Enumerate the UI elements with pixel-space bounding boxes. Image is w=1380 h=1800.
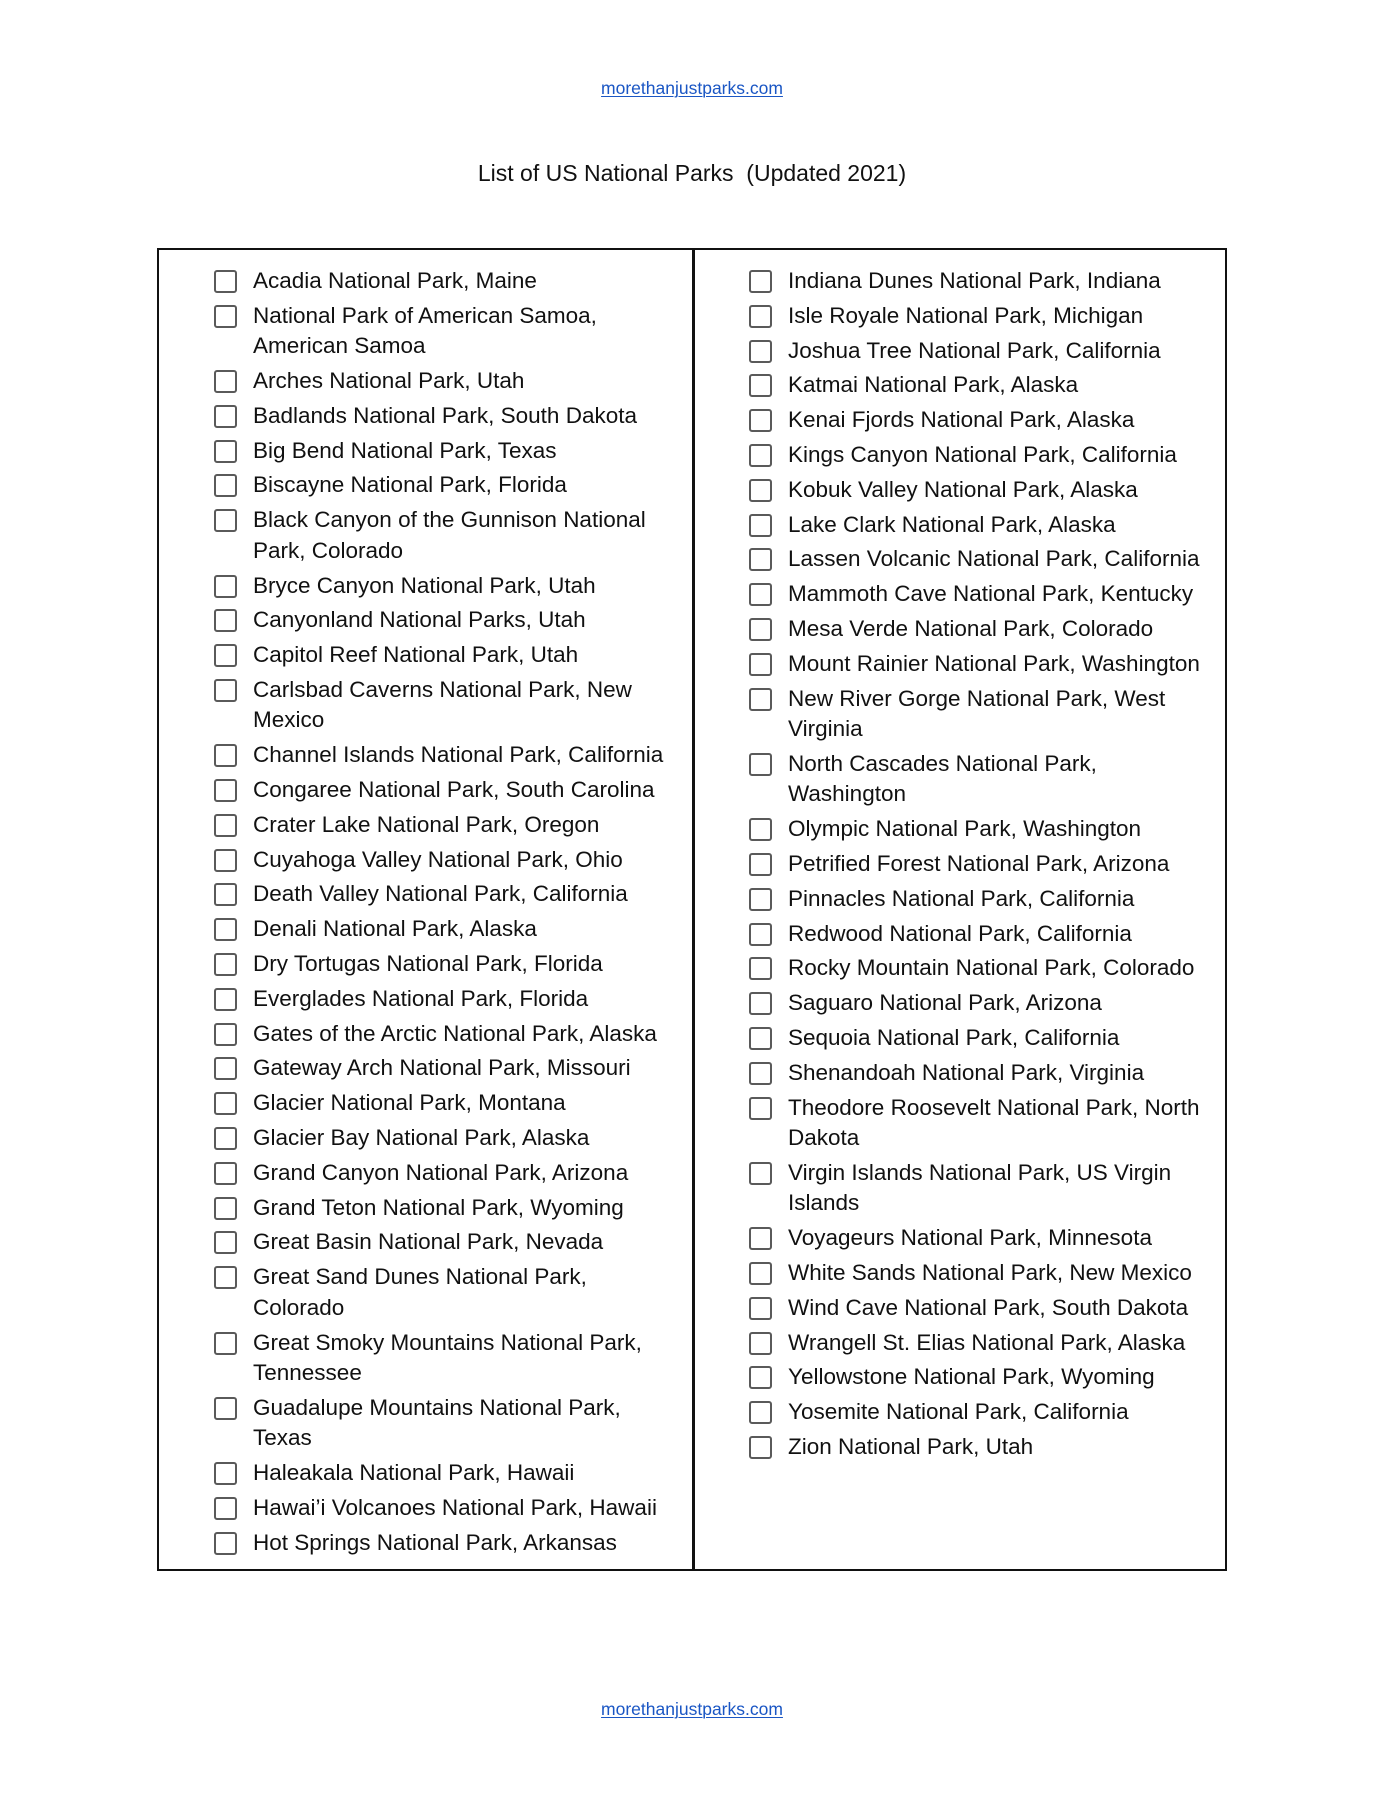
park-label: Lake Clark National Park, Alaska	[788, 511, 1116, 537]
park-label: Wind Cave National Park, South Dakota	[788, 1294, 1189, 1320]
park-label: Olympic National Park, Washington	[788, 816, 1142, 842]
park-label: Biscayne National Park, Florida	[253, 472, 567, 498]
park-label: Everglades National Park, Florida	[253, 985, 589, 1011]
checkbox-icon[interactable]	[214, 918, 237, 941]
checklist-item	[214, 266, 684, 297]
park-label: Mammoth Cave National Park, Kentucky	[788, 581, 1194, 607]
checkbox-icon[interactable]	[749, 1162, 772, 1185]
park-label: Pinnacles National Park, California	[788, 885, 1135, 911]
checklist-item	[749, 1362, 1219, 1393]
park-label: Channel Islands National Park, California	[253, 742, 664, 768]
park-label: Gates of the Arctic National Park, Alaska	[253, 1020, 657, 1046]
checkbox-icon[interactable]	[214, 1332, 237, 1355]
checkbox-icon[interactable]	[749, 688, 772, 711]
park-label: Crater Lake National Park, Oregon	[253, 811, 600, 837]
checkbox-icon[interactable]	[214, 440, 237, 463]
park-label: Grand Teton National Park, Wyoming	[253, 1194, 624, 1220]
park-label: Great Sand Dunes National Park, Colorado	[253, 1264, 587, 1320]
checklist-item	[749, 475, 1219, 506]
checkbox-icon[interactable]	[749, 479, 772, 502]
park-label: National Park of American Samoa, American Samoa	[253, 302, 597, 359]
checklist-item	[749, 1258, 1219, 1289]
checkbox-icon[interactable]	[214, 779, 237, 802]
park-label: Haleakala National Park, Hawaii	[253, 1460, 575, 1486]
checklist-item	[749, 849, 1219, 880]
checkbox-icon[interactable]	[749, 853, 772, 876]
checkbox-icon[interactable]	[749, 818, 772, 841]
checklist-item	[214, 1193, 684, 1224]
park-label: Virgin Islands National Park, US Virgin Islands	[788, 1159, 1172, 1216]
checklist-item	[214, 1528, 684, 1559]
park-label: Kobuk Valley National Park, Alaska	[788, 476, 1138, 502]
checkbox-icon[interactable]	[749, 618, 772, 641]
park-label: Saguaro National Park, Arizona	[788, 990, 1102, 1016]
park-label: Yosemite National Park, California	[788, 1399, 1129, 1425]
checklist-item	[214, 505, 684, 566]
checklist-item	[214, 1088, 684, 1119]
park-label: Big Bend National Park, Texas	[253, 437, 557, 463]
park-label: Great Basin National Park, Nevada	[253, 1229, 604, 1255]
checkbox-icon[interactable]	[214, 1266, 237, 1289]
checklist-item	[214, 879, 684, 910]
park-label: North Cascades National Park, Washington	[788, 750, 1097, 807]
park-label: Lassen Volcanic National Park, California	[788, 546, 1200, 572]
checklist-item	[214, 740, 684, 771]
checklist-item	[214, 1053, 684, 1084]
checkbox-icon[interactable]	[214, 1397, 237, 1420]
checklist-item	[749, 953, 1219, 984]
checklist-item	[749, 266, 1219, 297]
park-label: Zion National Park, Utah	[788, 1433, 1034, 1459]
checklist-item	[214, 1019, 684, 1050]
checkbox-icon[interactable]	[214, 1231, 237, 1254]
checklist-item	[214, 775, 684, 806]
checklist-item	[214, 1393, 684, 1454]
checklist-item	[214, 1123, 684, 1154]
checklist-item	[214, 810, 684, 841]
checkbox-icon[interactable]	[749, 1027, 772, 1050]
checkbox-icon[interactable]	[749, 653, 772, 676]
checkbox-icon[interactable]	[214, 1532, 237, 1555]
checklist-item	[749, 1432, 1219, 1463]
checkbox-icon[interactable]	[749, 514, 772, 537]
park-label: Denali National Park, Alaska	[253, 916, 537, 942]
checkbox-icon[interactable]	[214, 679, 237, 702]
checklist-item	[749, 919, 1219, 950]
park-label: Hawai’i Volcanoes National Park, Hawaii	[253, 1494, 657, 1520]
park-label: Guadalupe Mountains National Park, Texas	[253, 1394, 621, 1451]
checklist-item	[214, 470, 684, 501]
checkbox-icon[interactable]	[749, 374, 772, 397]
checkbox-icon[interactable]	[749, 1366, 772, 1389]
checkbox-icon[interactable]	[214, 953, 237, 976]
park-label: Yellowstone National Park, Wyoming	[788, 1364, 1155, 1390]
checkbox-icon[interactable]	[214, 575, 237, 598]
park-label: Acadia National Park, Maine	[253, 268, 537, 293]
checkbox-icon[interactable]	[214, 1023, 237, 1046]
checkbox-icon[interactable]	[214, 609, 237, 632]
checklist-item	[749, 510, 1219, 541]
column-divider	[692, 248, 695, 1571]
park-label: Redwood National Park, California	[788, 920, 1132, 946]
checklist-column-right	[749, 266, 1219, 1467]
checkbox-icon[interactable]	[214, 1127, 237, 1150]
park-label: Death Valley National Park, California	[253, 881, 628, 907]
checklist-item	[214, 1227, 684, 1258]
checklist-item	[214, 1458, 684, 1489]
park-label: Mount Rainier National Park, Washington	[788, 650, 1200, 676]
checkbox-icon[interactable]	[214, 1092, 237, 1115]
checklist-item	[749, 336, 1219, 367]
checklist-item	[749, 1058, 1219, 1089]
checklist-item	[749, 814, 1219, 845]
checkbox-icon[interactable]	[214, 744, 237, 767]
checkbox-icon[interactable]	[749, 992, 772, 1015]
checkbox-icon[interactable]	[749, 923, 772, 946]
checkbox-icon[interactable]	[749, 753, 772, 776]
checkbox-icon[interactable]	[214, 1497, 237, 1520]
checkbox-icon[interactable]	[214, 1462, 237, 1485]
checklist-item	[749, 684, 1219, 745]
checkbox-icon[interactable]	[214, 405, 237, 428]
checklist-item	[214, 640, 684, 671]
checklist-item	[214, 1262, 684, 1323]
checkbox-icon[interactable]	[749, 957, 772, 980]
park-label: Bryce Canyon National Park, Utah	[253, 572, 596, 598]
checklist-item	[214, 401, 684, 432]
park-label: White Sands National Park, New Mexico	[788, 1259, 1192, 1285]
checkbox-icon[interactable]	[214, 305, 237, 328]
checklist-item	[214, 984, 684, 1015]
checklist-item	[749, 988, 1219, 1019]
checklist-item	[749, 1293, 1219, 1324]
checklist-item	[749, 1023, 1219, 1054]
park-label: Hot Springs National Park, Arkansas	[253, 1529, 617, 1555]
checklist-item	[749, 649, 1219, 680]
checklist-item	[749, 1223, 1219, 1254]
checkbox-icon[interactable]	[749, 1332, 772, 1355]
checklist-item	[214, 366, 684, 397]
checklist-item	[749, 1093, 1219, 1154]
checkbox-icon[interactable]	[749, 548, 772, 571]
park-label: Isle Royale National Park, Michigan	[788, 302, 1144, 328]
checkbox-icon[interactable]	[749, 340, 772, 363]
park-label: Glacier Bay National Park, Alaska	[253, 1125, 590, 1151]
checkbox-icon[interactable]	[214, 644, 237, 667]
park-label: Dry Tortugas National Park, Florida	[253, 951, 603, 977]
park-label: Mesa Verde National Park, Colorado	[788, 615, 1154, 641]
park-label: Petrified Forest National Park, Arizona	[788, 850, 1170, 876]
checklist-item	[749, 370, 1219, 401]
park-label: Rocky Mountain National Park, Colorado	[788, 955, 1195, 981]
checklist-item	[214, 949, 684, 980]
site-link-footer[interactable]: morethanjustparks.com	[601, 1699, 783, 1719]
checkbox-icon[interactable]	[749, 270, 772, 293]
park-label: Wrangell St. Elias National Park, Alaska	[788, 1329, 1186, 1355]
park-label: Carlsbad Caverns National Park, New Mexico	[253, 676, 632, 733]
checkbox-icon[interactable]	[749, 305, 772, 328]
park-label: Katmai National Park, Alaska	[788, 372, 1079, 398]
page-title: List of US National Parks (Updated 2021)	[477, 160, 907, 186]
checklist-item	[214, 571, 684, 602]
checkbox-icon[interactable]	[214, 474, 237, 497]
park-label: New River Gorge National Park, West Virginia	[788, 685, 1166, 742]
checklist-item	[749, 579, 1219, 610]
park-label: Gateway Arch National Park, Missouri	[253, 1055, 631, 1081]
checklist-item	[214, 1328, 684, 1389]
checklist-item	[214, 605, 684, 636]
park-label: Voyageurs National Park, Minnesota	[788, 1225, 1152, 1251]
checkbox-icon[interactable]	[214, 988, 237, 1011]
checkbox-icon[interactable]	[749, 1436, 772, 1459]
checklist-item	[749, 614, 1219, 645]
park-label: Arches National Park, Utah	[253, 368, 525, 394]
checklist-item	[214, 675, 684, 736]
checkbox-icon[interactable]	[749, 1297, 772, 1320]
checklist-item	[214, 1493, 684, 1524]
checklist-item	[749, 544, 1219, 575]
checklist-item	[214, 914, 684, 945]
checkbox-icon[interactable]	[214, 1162, 237, 1185]
park-label: Congaree National Park, South Carolina	[253, 777, 655, 803]
checklist-item	[214, 845, 684, 876]
checklist-item	[749, 884, 1219, 915]
site-link-header[interactable]: morethanjustparks.com	[601, 78, 783, 98]
checkbox-icon[interactable]	[214, 370, 237, 393]
checklist-item	[214, 436, 684, 467]
checkbox-icon[interactable]	[749, 409, 772, 432]
park-label: Shenandoah National Park, Virginia	[788, 1059, 1145, 1085]
park-label: Badlands National Park, South Dakota	[253, 402, 637, 428]
checkbox-icon[interactable]	[749, 583, 772, 606]
checkbox-icon[interactable]	[749, 1401, 772, 1424]
checkbox-icon[interactable]	[749, 1062, 772, 1085]
park-label: Black Canyon of the Gunnison National Park, Colorado	[253, 507, 646, 563]
checkbox-icon[interactable]	[214, 509, 237, 532]
checkbox-icon[interactable]	[749, 1227, 772, 1250]
park-label: Canyonland National Parks, Utah	[253, 607, 586, 633]
checkbox-icon[interactable]	[214, 883, 237, 906]
checklist-item	[749, 1397, 1219, 1428]
checklist-item	[749, 1328, 1219, 1359]
checklist-item	[214, 1158, 684, 1189]
park-label: Cuyahoga Valley National Park, Ohio	[253, 846, 623, 872]
checkbox-icon[interactable]	[749, 1097, 772, 1120]
park-label: Theodore Roosevelt National Park, North Dakota	[788, 1094, 1200, 1151]
checkbox-icon[interactable]	[214, 849, 237, 872]
park-label: Glacier National Park, Montana	[253, 1090, 566, 1116]
park-label: Sequoia National Park, California	[788, 1024, 1120, 1050]
checkbox-icon[interactable]	[749, 444, 772, 467]
park-label: Joshua Tree National Park, California	[788, 337, 1161, 363]
park-label: Great Smoky Mountains National Park, Tennessee	[253, 1329, 642, 1386]
park-label: Capitol Reef National Park, Utah	[253, 642, 579, 668]
checkbox-icon[interactable]	[214, 1197, 237, 1220]
checkbox-icon[interactable]	[749, 1262, 772, 1285]
park-label: Indiana Dunes National Park, Indiana	[788, 268, 1161, 293]
checkbox-icon[interactable]	[749, 888, 772, 911]
checklist-item	[749, 1158, 1219, 1219]
checklist-item	[749, 405, 1219, 436]
checklist-item	[749, 301, 1219, 332]
park-label: Kenai Fjords National Park, Alaska	[788, 407, 1135, 433]
checkbox-icon[interactable]	[214, 270, 237, 293]
checklist-item	[749, 749, 1219, 810]
park-label: Kings Canyon National Park, California	[788, 441, 1177, 467]
checkbox-icon[interactable]	[214, 1057, 237, 1080]
checklist-column-left	[214, 266, 684, 1563]
checkbox-icon[interactable]	[214, 814, 237, 837]
checklist-item	[749, 440, 1219, 471]
checklist-item	[214, 301, 684, 362]
park-label: Grand Canyon National Park, Arizona	[253, 1159, 629, 1185]
